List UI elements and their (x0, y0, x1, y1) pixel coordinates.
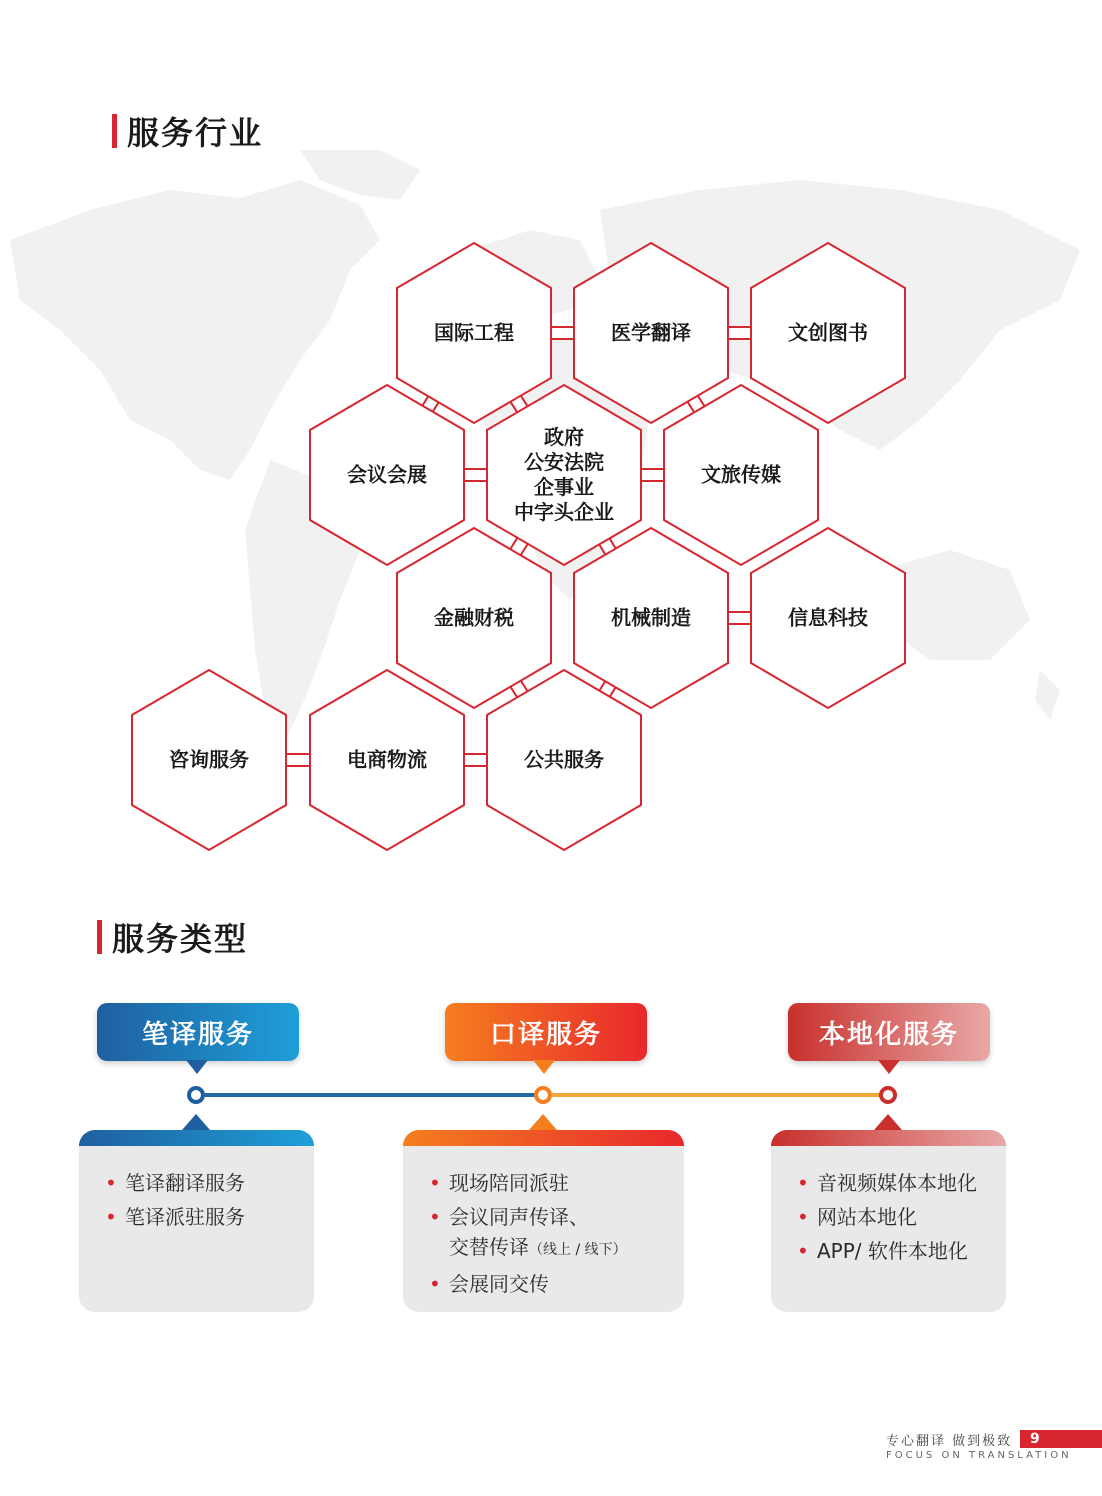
hex-label-tourism: 文旅传媒 (701, 462, 781, 487)
service-list (771, 1146, 1006, 1266)
title-accent-bar (97, 920, 102, 954)
section-heading: 服务类型 (112, 920, 249, 958)
hex-label-finance: 金融财税 (434, 605, 514, 630)
list-item: • APP/ 软件本地化 (797, 1239, 968, 1263)
card-pointer (182, 1114, 210, 1130)
hex-label-conference: 会议会展 (347, 462, 427, 487)
list-item: • 音视频媒体本地化 (797, 1171, 977, 1195)
footer-slogan: 专心翻译 做到极致 (886, 1434, 1013, 1449)
page-number: 9 (1020, 1430, 1102, 1448)
list-item: • 现场陪同派驻 (429, 1171, 569, 1195)
card-header-strip (403, 1130, 684, 1146)
footer-english-tagline: FOCUS ON TRANSLATION (886, 1450, 1072, 1461)
tab-pointer (878, 1060, 900, 1074)
tab-label: 笔译服务 (141, 1019, 254, 1050)
tab-pointer (533, 1060, 555, 1074)
hex-label-it: 信息科技 (788, 605, 868, 630)
hex-label-intl-eng: 国际工程 (434, 320, 514, 345)
hex-label-ecommerce: 电商物流 (347, 747, 427, 772)
service-list (79, 1146, 314, 1232)
hex-label-consulting: 咨询服务 (169, 747, 249, 772)
list-item: • 网站本地化 (797, 1205, 917, 1229)
hex-label-machinery: 机械制造 (611, 605, 691, 630)
timeline-node (879, 1086, 897, 1104)
timeline-line-blue (205, 1093, 535, 1097)
tab-localization[interactable] (788, 1003, 990, 1061)
section-title-service-types (97, 914, 248, 960)
timeline-line-orange (552, 1093, 882, 1097)
tab-label: 本地化服务 (818, 1019, 959, 1050)
timeline-node (534, 1086, 552, 1104)
section-heading: 服务行业 (127, 114, 264, 152)
card-header-strip (771, 1130, 1006, 1146)
tab-interpretation[interactable] (445, 1003, 647, 1061)
hex-label-medical: 医学翻译 (611, 320, 691, 345)
card-localization (771, 1130, 1006, 1312)
card-interpretation (403, 1130, 684, 1312)
hex-label-public: 公共服务 (524, 747, 604, 772)
list-item: • 笔译翻译服务 (105, 1171, 245, 1195)
list-item: • 会展同交传 (429, 1272, 549, 1296)
list-item: • 会议同声传译、 交替传译（线上 / 线下） (429, 1205, 627, 1259)
list-item: • 笔译派驻服务 (105, 1205, 245, 1229)
timeline-node (187, 1086, 205, 1104)
service-list (403, 1146, 684, 1299)
hex-label-books: 文创图书 (788, 320, 868, 345)
card-written-translation (79, 1130, 314, 1312)
tab-label: 口译服务 (489, 1019, 602, 1050)
card-pointer (874, 1114, 902, 1130)
tab-pointer (186, 1060, 208, 1074)
card-header-strip (79, 1130, 314, 1146)
card-pointer (529, 1114, 557, 1130)
hex-label-gov: 政府 公安法院 企事业 中字头企业 (514, 425, 614, 524)
tab-written-translation[interactable] (97, 1003, 299, 1061)
